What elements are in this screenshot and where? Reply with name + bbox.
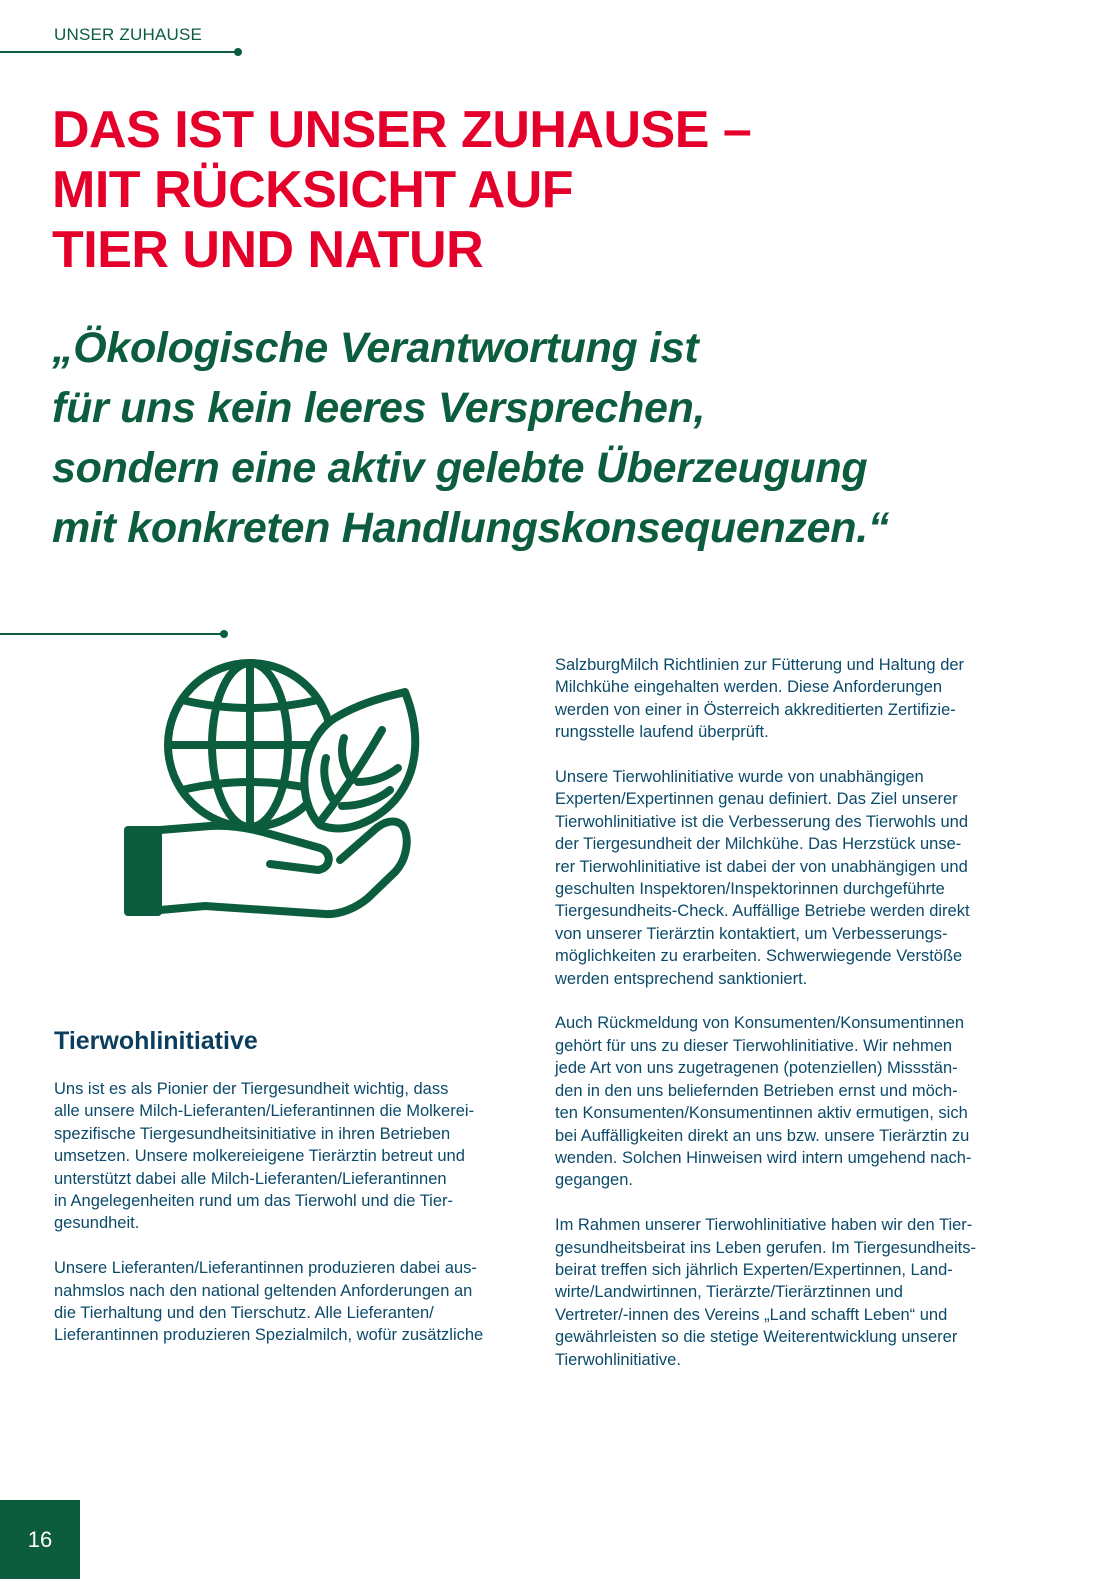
mid-rule [0,633,224,635]
text-line: gesundheitsbeirat ins Leben gerufen. Im Tiergesundheits- [555,1238,977,1257]
header-rule [0,51,238,53]
text-line: SalzburgMilch Richtlinien zur Fütterung und Haltung der [555,656,965,674]
quote-line: „Ökologische Verantwortung ist [52,324,699,372]
text-line: rer Tierwohlinitiative ist dabei der von unabhängigen und [555,857,968,876]
text-line: gewährleisten so die stetige Weiterentwicklung unserer [555,1328,958,1347]
text-line: gehört für uns zu dieser Tierwohlinitiative. Wir nehmen [555,1036,953,1055]
text-line: rungsstelle laufend überprüft. [555,723,769,742]
rule-dot [220,630,228,638]
text-line: die Tierhaltung und den Tierschutz. Alle Lieferanten/ [54,1304,434,1323]
text-line: beirat treffen sich jährlich Experten/Expertinnen, Land- [555,1260,953,1279]
paragraph [555,654,1040,744]
text-line: Lieferantinnen produzieren Spezialmilch, wofür zusätzliche [54,1326,484,1345]
text-line: Tierwohlinitiative. [555,1350,681,1369]
text-line: geschulten Inspektoren/Inspektorinnen durchgeführte [555,880,945,899]
text-line: Unsere Tierwohlinitiative wurde von unabhängigen [555,768,924,787]
paragraph [555,1214,1040,1371]
text-line: unterstützt dabei alle Milch-Lieferanten/Lieferantinnen [54,1169,447,1188]
text-line: in Angelegenheiten rund um das Tierwohl und die Tier- [54,1192,454,1211]
text-line: nahmslos nach den national geltenden Anforderungen an [54,1281,473,1300]
rule-dot [234,48,242,56]
text-line: Unsere Lieferanten/Lieferantinnen produzieren dabei aus- [54,1259,477,1278]
text-line: werden von einer in Österreich akkreditierten Zertifizie- [555,700,956,719]
text-line: möglichkeiten zu erarbeiten. Schwerwiegende Verstöße [555,947,963,966]
headline-line: TIER UND NATUR [52,221,484,279]
text-line: Tiergesundheits-Check. Auffällige Betriebe werden direkt [555,902,970,921]
text-line: gegangen. [555,1171,633,1190]
text-line: Tierwohlinitiative ist die Verbesserung des Tierwohls und [555,812,969,831]
text-line: Experten/Expertinnen genau definiert. Das Ziel unserer [555,790,958,809]
text-line: der Tiergesundheit der Milchkühe. Das Herzstück unse- [555,835,962,854]
paragraph [54,1257,532,1347]
text-line: alle unsere Milch-Lieferanten/Lieferantinnen die Molkerei- [54,1102,475,1121]
text-line: Vertreter/-innen des Vereins „Land schafft Leben“ und [555,1305,948,1324]
headline-line: DAS IST UNSER ZUHAUSE – [52,101,752,159]
text-line: den in den uns beliefernden Betrieben ernst und möch- [555,1081,958,1100]
text-line: Im Rahmen unserer Tierwohlinitiative haben wir den Tier- [555,1216,973,1235]
text-line: umsetzen. Unsere molkereieigene Tierärztin betreut und [54,1147,465,1166]
left-column [54,1078,532,1369]
quote-line: mit konkreten Handlungskonsequenzen.“ [52,504,890,552]
quote-line: für uns kein leeres Versprechen, [52,384,706,432]
text-line: Milchkühe eingehalten werden. Diese Anforderungen [555,678,943,697]
page-headline [52,100,1052,280]
paragraph [54,1078,532,1235]
text-line: ten Konsumenten/Konsumentinnen aktiv ermutigen, sich [555,1104,968,1123]
paragraph [555,1012,1040,1191]
text-line: werden entsprechend sanktioniert. [555,969,808,988]
section-title: Tierwohlinitiative [54,1027,258,1055]
text-line: Auch Rückmeldung von Konsumenten/Konsumentinnen [555,1014,965,1033]
text-line: wirte/Landwirtinnen, Tierärzte/Tierärztinnen und [555,1283,903,1302]
text-line: Uns ist es als Pionier der Tiergesundheit wichtig, dass [54,1080,449,1098]
text-line: wenden. Solchen Hinweisen wird intern umgehend nach- [555,1148,972,1167]
text-line: gesundheit. [54,1214,140,1233]
hand-holding-globe-leaf-icon [120,650,440,930]
text-line: spezifische Tiergesundheitsinitiative in ihren Betrieben [54,1124,451,1143]
paragraph [555,766,1040,990]
text-line: bei Auffälligkeiten direkt an uns bzw. unsere Tierärztin zu [555,1126,970,1145]
pull-quote [52,318,1072,558]
section-label: UNSER ZUHAUSE [54,25,203,44]
right-column [555,654,1040,1393]
page-number: 16 [0,1500,80,1579]
headline-line: MIT RÜCKSICHT AUF [52,161,574,219]
text-line: jede Art von uns zugetragenen (potenziellen) Missstän- [555,1059,958,1078]
text-line: von unserer Tierärztin kontaktiert, um Verbesserungs- [555,924,948,943]
quote-line: sondern eine aktiv gelebte Überzeugung [52,444,868,492]
